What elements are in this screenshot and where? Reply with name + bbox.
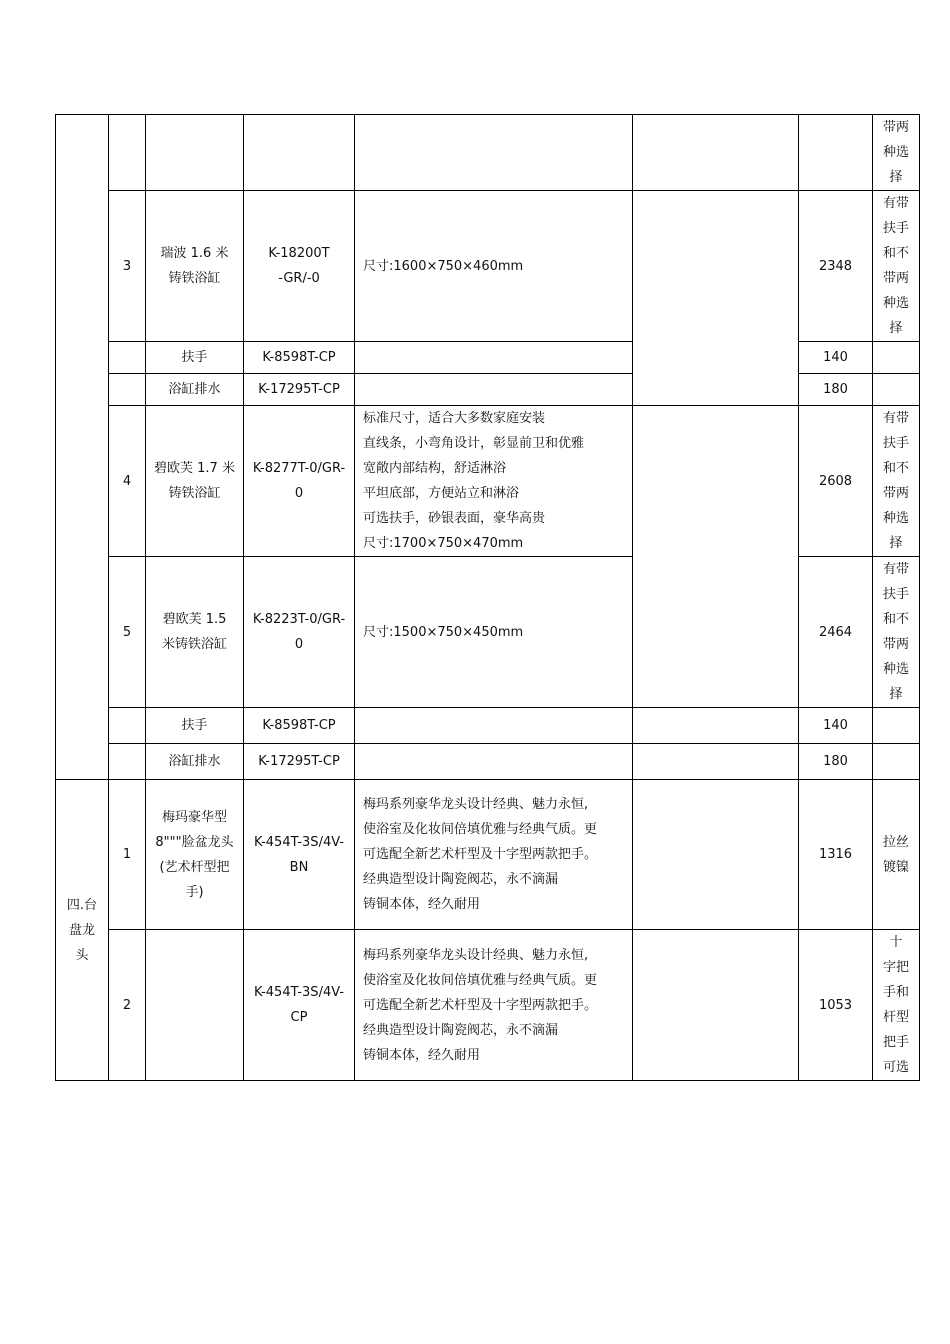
name-cell [146,115,244,191]
model-cell [244,780,355,930]
text-line: K-8598T-CP [262,718,336,733]
desc-cell [355,744,633,780]
no-cell [109,708,146,744]
text-line: 标准尺寸，适合大多数家庭安装 [363,411,546,426]
note-cell [873,191,920,342]
name-cell [146,374,244,406]
table-row [56,780,920,930]
desc-cell [355,406,633,557]
text-line: K-8277T-0/GR- [252,461,346,476]
model-cell [244,406,355,557]
text-line: 带两 [882,120,909,135]
note-cell [873,708,920,744]
price-cell: 180 [799,744,873,780]
note-cell [873,744,920,780]
text-line: 手和 [882,985,909,1000]
text-line: 尺寸:1500×750×450mm [363,624,524,640]
blank-cell [633,708,799,744]
text-line: 平坦底部，方便站立和淋浴 [363,486,520,501]
price-cell: 180 [799,374,873,406]
price-cell: 1053 [799,930,873,1081]
note-cell [873,342,920,374]
text-line: 铸铜本体，经久耐用 [363,1047,481,1063]
text-line: K-18200T [268,246,330,261]
text-line: 带两 [882,486,909,501]
price-cell: 2608 [799,406,873,557]
text-line: 可选配全新艺术杆型及十字型两款把手。 [363,997,598,1013]
desc-cell [355,930,633,1081]
text-line: 碧欧芙 1.5 [162,612,227,627]
text-line: 浴缸排水 [168,382,221,397]
text-line: 扶手 [181,718,208,733]
no-cell: 4 [109,406,146,557]
table-row [56,744,920,780]
text-line: 择 [889,170,903,185]
note-cell [873,406,920,557]
text-line: 盘龙 [68,922,95,938]
text-line: K-17295T-CP [258,382,340,397]
model-cell [244,115,355,191]
price-cell: 140 [799,342,873,374]
price-cell: 2464 [799,557,873,708]
text-line: 梅玛豪华型 [161,809,227,825]
no-cell: 2 [109,930,146,1081]
text-line: 择 [889,536,903,551]
no-cell [109,342,146,374]
text-line: 有带 [882,562,909,577]
text-line: K-8223T-0/GR- [252,612,346,627]
text-line: 铸铁浴缸 [168,486,221,501]
text-line: 择 [889,687,903,702]
price-cell: 1316 [799,780,873,930]
category-cell-bathtub [56,115,109,780]
text-line: 扶手 [882,436,909,451]
text-line: 经典造型设计陶瓷阀芯，永不滴漏 [363,1022,559,1038]
blank-cell [633,780,799,930]
text-line: 扶手 [882,221,909,236]
text-line: 种选 [882,662,909,677]
price-cell [799,115,873,191]
model-cell [244,708,355,744]
text-line: 使浴室及化妆间倍填优雅与经典气质。更 [363,822,598,837]
text-line: 米铸铁浴缸 [161,637,227,652]
text-line: 种选 [882,511,909,526]
text-line: 梅玛系列豪华龙头设计经典、魅力永恒, [363,797,589,812]
table-row [56,708,920,744]
note-cell [873,115,920,191]
model-cell [244,930,355,1081]
text-line: 手) [185,884,204,900]
text-line: 有带 [882,196,909,211]
text-line: 0 [294,486,304,501]
text-line: 带两 [882,271,909,286]
no-cell: 5 [109,557,146,708]
text-line: 把手 [882,1035,909,1050]
text-line: 拉丝 [882,834,909,850]
text-line: 0 [294,637,304,652]
text-line: 浴缸排水 [168,754,221,769]
no-cell [109,744,146,780]
blank-cell [633,406,799,708]
text-line: 扶手 [882,587,909,602]
text-line: 尺寸:1600×750×460mm [363,258,524,274]
table-row [56,406,920,557]
text-line: 尺寸:1700×750×470mm [363,536,524,551]
blank-cell [633,744,799,780]
model-cell [244,744,355,780]
no-cell [109,115,146,191]
desc-cell [355,342,633,374]
text-line: K-454T-3S/4V- [253,985,345,1000]
name-cell [146,708,244,744]
table-row [56,191,920,342]
text-line: 镀镍 [882,859,909,875]
text-line: 头 [75,947,89,963]
note-cell [873,930,920,1081]
note-cell [873,557,920,708]
name-cell [146,930,244,1081]
price-cell: 2348 [799,191,873,342]
model-cell [244,342,355,374]
product-table [55,114,920,1081]
text-line: 和不 [882,461,909,476]
table-row [56,115,920,191]
blank-cell [633,115,799,191]
note-cell [873,780,920,930]
text-line: 直线条，小弯角设计，彰显前卫和优雅 [363,436,585,451]
text-line: 和不 [882,612,909,627]
text-line: 扶手 [181,350,208,365]
no-cell: 3 [109,191,146,342]
text-line: 铸铜本体，经久耐用 [363,897,481,912]
name-cell [146,342,244,374]
model-cell [244,557,355,708]
text-line: 可选 [882,1060,909,1075]
text-line: K-17295T-CP [258,754,340,769]
name-cell [146,557,244,708]
text-line: 可选配全新艺术杆型及十字型两款把手。 [363,847,598,862]
text-line: 种选 [882,296,909,311]
desc-cell [355,374,633,406]
text-line: K-454T-3S/4V- [253,834,345,850]
text-line: K-8598T-CP [262,350,336,365]
desc-cell [355,115,633,191]
model-cell [244,191,355,342]
desc-cell [355,191,633,342]
text-line: (艺术杆型把 [159,859,230,875]
text-line: 四.台 [66,897,98,913]
text-line: -GR/-0 [278,271,320,286]
category-cell-faucet [56,780,109,1081]
desc-cell [355,780,633,930]
text-line: 杆型 [882,1010,909,1025]
name-cell [146,780,244,930]
text-line: 可选扶手，砂银表面，豪华高贵 [363,511,546,526]
name-cell [146,406,244,557]
text-line: 经典造型设计陶瓷阀芯，永不滴漏 [363,872,559,887]
text-line: 瑞波 1.6 米 [160,246,229,261]
desc-cell [355,557,633,708]
no-cell [109,374,146,406]
text-line: 和不 [882,246,909,261]
model-cell [244,374,355,406]
text-line: CP [290,1010,308,1025]
blank-cell [633,191,799,406]
table-row [56,930,920,1081]
text-line: 碧欧芙 1.7 米 [154,461,235,476]
text-line: 十 [889,935,903,950]
price-cell: 140 [799,708,873,744]
name-cell [146,744,244,780]
name-cell [146,191,244,342]
text-line: 使浴室及化妆间倍填优雅与经典气质。更 [363,972,598,988]
text-line: 铸铁浴缸 [168,271,221,286]
text-line: 8"""脸盆龙头 [155,834,234,850]
text-line: 宽敞内部结构，舒适淋浴 [363,461,507,476]
text-line: 有带 [882,411,909,426]
text-line: 择 [889,321,903,336]
text-line: 带两 [882,637,909,652]
text-line: BN [289,859,309,875]
note-cell [873,374,920,406]
text-line: 梅玛系列豪华龙头设计经典、魅力永恒, [363,947,589,963]
blank-cell [633,930,799,1081]
text-line: 字把 [882,960,909,975]
text-line: 种选 [882,145,909,160]
desc-cell [355,708,633,744]
no-cell: 1 [109,780,146,930]
